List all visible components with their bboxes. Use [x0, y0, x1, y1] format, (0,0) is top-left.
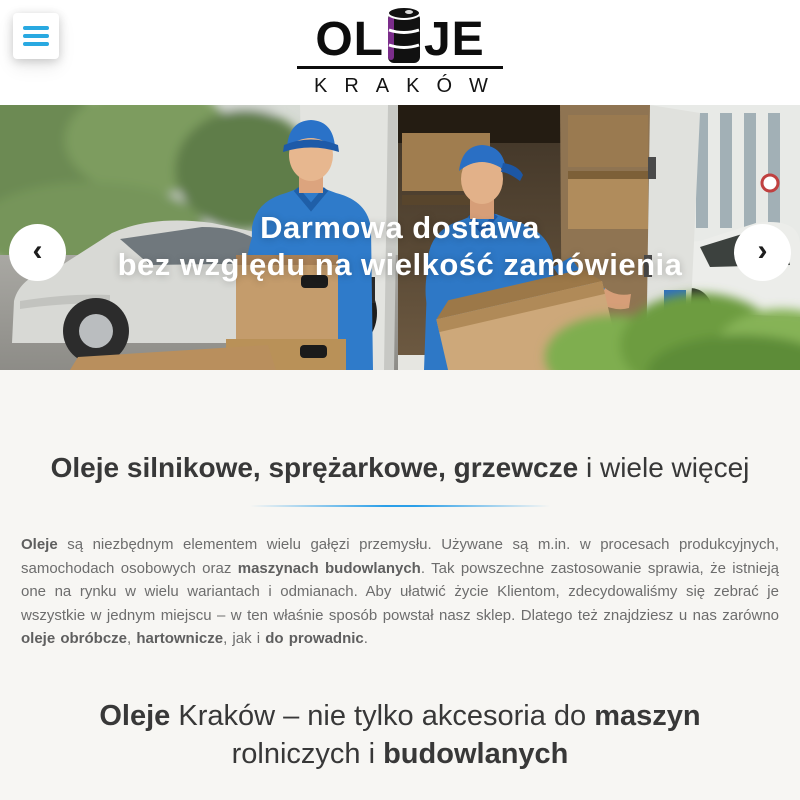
hero-caption: [0, 209, 800, 283]
text-run: Kraków – nie tylko akcesoria do: [170, 699, 595, 732]
carousel-prev-button[interactable]: [9, 224, 66, 281]
intro-heading: [40, 448, 760, 487]
bold-text-run: maszynach budowlanych: [237, 559, 421, 577]
oil-barrel-icon: [385, 4, 423, 66]
hamburger-menu-button[interactable]: [13, 13, 59, 59]
text-run: .: [363, 630, 368, 647]
logo-word-start: OL: [315, 13, 384, 66]
bold-text-run: hartownicze: [136, 630, 224, 647]
bold-text-run: budowlanych: [383, 737, 569, 770]
text-run: , jak i: [223, 630, 266, 647]
hero-caption-line2: bez względu na wielkość zamówienia: [117, 247, 683, 282]
carousel-next-button[interactable]: [734, 224, 791, 281]
text-run: i wiele więcej: [578, 452, 750, 483]
bold-text-run: Oleje: [99, 699, 171, 732]
intro-paragraph: [21, 533, 779, 651]
logo-word-end: JE: [423, 13, 485, 66]
bold-text-run: do prowadnic: [265, 630, 364, 647]
hero-caption-line1: Darmowa dostawa: [260, 210, 540, 245]
intro-section: [0, 370, 800, 800]
logo-subtitle: KRAKÓW: [314, 75, 505, 97]
logo-divider-line: [297, 66, 503, 69]
bold-text-run: oleje obróbcze: [21, 630, 128, 647]
secondary-heading: [50, 697, 750, 773]
site-header: [0, 0, 800, 105]
bold-text-run: maszyn: [594, 699, 701, 732]
text-run: . Tak powszechne zastosowanie sprawia, że istnieją one na rynku w wielu wariantach i odmianach. Aby ułatwić życie Klientom, zdecydowaliśmy się zebrać je wszystkie w jednym miejscu – w ten właśnie sposób powstał nasz sklep. Dlatego też znajdziesz u nas zarówno: [21, 559, 779, 624]
chevron-right-icon: ›: [757, 233, 768, 267]
text-run: są niezbędnym elementem wielu gałęzi przemysłu. Używane są m.in. w procesach produkcyjnych, samochodach osobowych oraz: [21, 536, 779, 577]
site-logo[interactable]: [297, 4, 503, 98]
text-run: ,: [127, 630, 137, 647]
blue-divider: [250, 505, 550, 507]
hamburger-icon: [23, 26, 49, 30]
hero-slider: [0, 105, 800, 370]
bold-text-run: Oleje: [21, 536, 58, 553]
chevron-left-icon: ‹: [32, 233, 43, 267]
text-run: rolniczych i: [231, 737, 384, 770]
bold-text-run: Oleje silnikowe, sprężarkowe, grzewcze: [50, 452, 579, 483]
